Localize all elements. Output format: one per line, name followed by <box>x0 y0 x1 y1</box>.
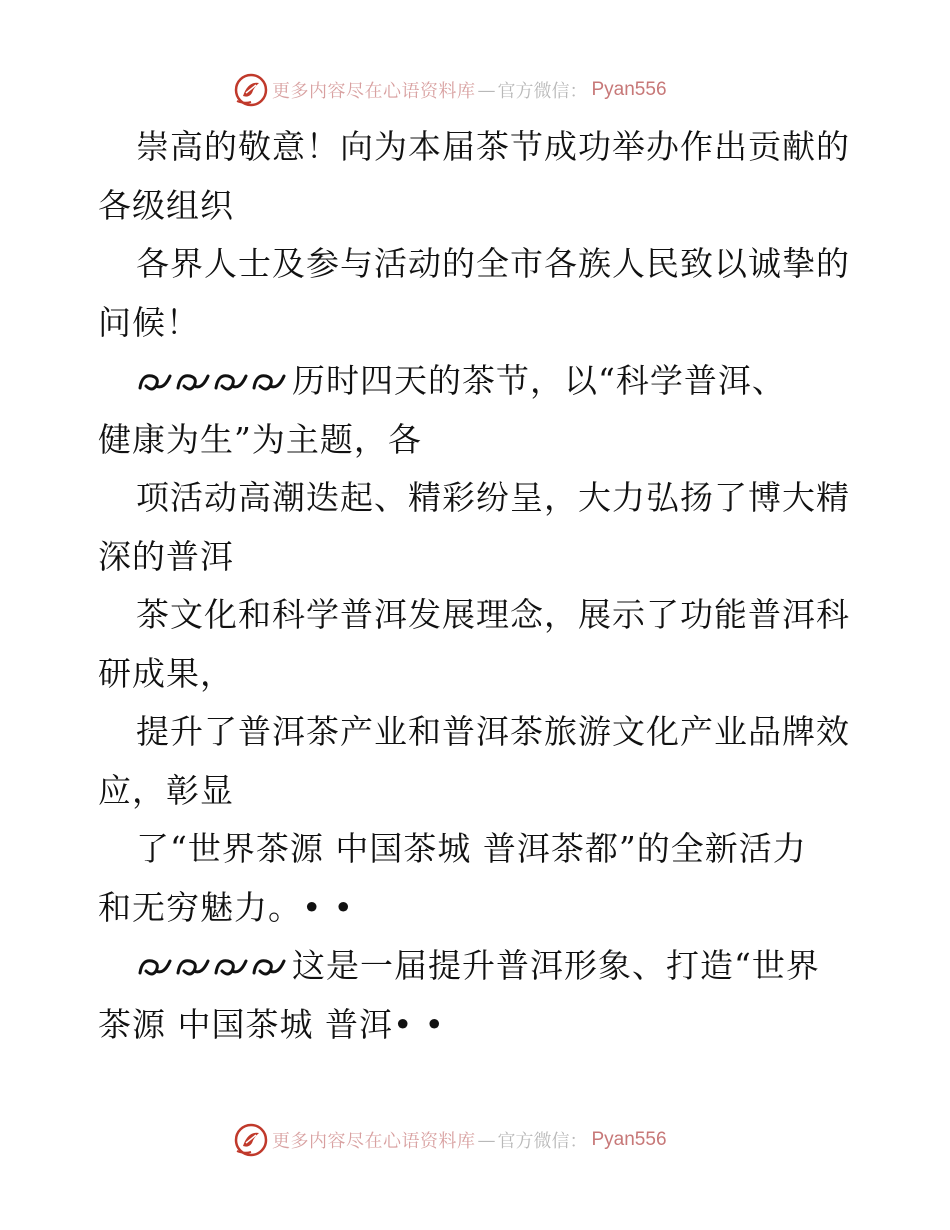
text-line: 各界人士及参与活动的全市各族人民致以诚挚的 <box>136 244 850 283</box>
text-line-content: 茶源 中国茶城 普洱 <box>98 1004 393 1044</box>
text-line: 茶文化和科学普洱发展理念，展示了功能普洱科 <box>136 595 850 634</box>
curly-flourish-icon <box>136 951 288 981</box>
page-footer <box>0 1120 950 1160</box>
header-brand: 更多内容尽在心语资料库 <box>272 81 476 102</box>
text-line: 深的普洱 <box>98 536 234 576</box>
text-line-content: 历时四天的茶节，以“科学普洱、 <box>292 361 786 400</box>
header-wechat-id: Pyan556 <box>591 79 667 100</box>
text-line: 了“世界茶源 中国茶城 普洱茶都”的全新活力 <box>136 829 807 868</box>
text-line: 提升了普洱茶产业和普洱茶旅游文化产业品牌效 <box>136 712 850 751</box>
header-wechat-label: 官方微信： <box>497 81 588 102</box>
text-line-with-ornament <box>98 937 858 996</box>
footer-dash: — <box>477 1129 496 1151</box>
page-header <box>0 70 950 110</box>
text-line: 应，彰显 <box>98 770 234 810</box>
text-line: 研成果， <box>98 653 234 693</box>
text-line: 各级组织 <box>98 185 234 225</box>
bullet-dots: •• <box>302 887 365 927</box>
footer-wechat-label: 官方微信： <box>497 1131 588 1152</box>
xinyu-logo-icon <box>234 73 268 107</box>
curly-flourish-icon <box>136 366 288 396</box>
text-line: 项活动高潮迭起、精彩纷呈，大力弘扬了博大精 <box>136 478 850 517</box>
text-line: 崇高的敬意！向为本届茶节成功举办作出贡献的 <box>136 127 850 166</box>
header-dash: — <box>477 79 496 101</box>
text-line-content: 和无穷魅力。 <box>98 887 302 927</box>
bullet-dots: •• <box>392 1004 456 1044</box>
text-line-with-ornament <box>98 352 858 411</box>
xinyu-logo-icon <box>234 1123 268 1157</box>
footer-brand: 更多内容尽在心语资料库 <box>272 1131 476 1152</box>
text-line-content: 这是一届提升普洱形象、打造“世界 <box>292 946 820 985</box>
text-line-with-bullets <box>98 879 858 938</box>
document-body <box>98 118 858 1054</box>
text-line: 健康为生”为主题，各 <box>98 419 422 459</box>
text-line-with-bullets <box>98 996 858 1055</box>
text-line: 问候！ <box>98 302 200 342</box>
footer-wechat-id: Pyan556 <box>591 1129 667 1150</box>
